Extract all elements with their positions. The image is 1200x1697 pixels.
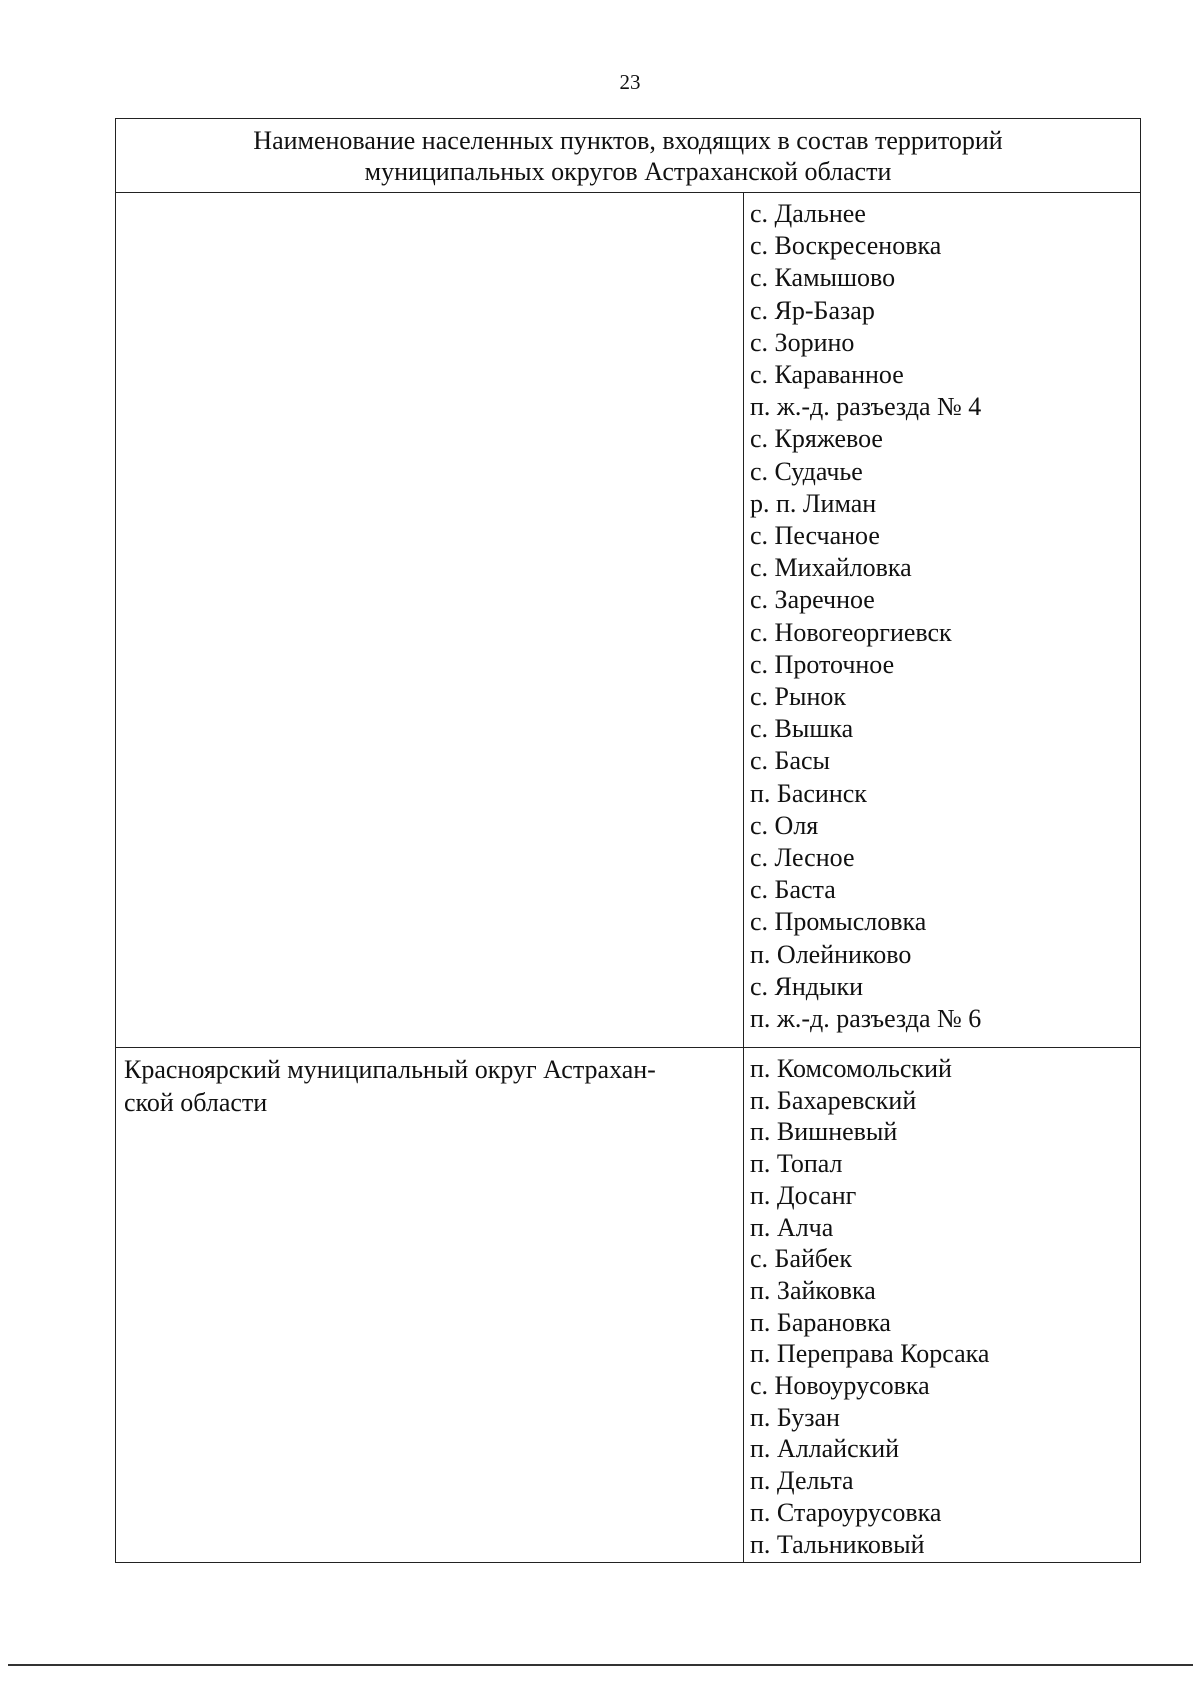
settlement-item: с. Басы: [750, 746, 831, 776]
district-name-line-1: Красноярский муниципальный округ Астрахан-: [124, 1055, 656, 1084]
page-number: 23: [619, 70, 641, 94]
settlement-item: п. Топал: [750, 1149, 843, 1179]
settlement-item: п. Басинск: [750, 778, 867, 808]
settlement-item: с. Михайловка: [750, 553, 912, 583]
settlement-item: п. Барановка: [750, 1307, 891, 1337]
settlement-item: с. Лесное: [750, 843, 855, 873]
settlement-item: п. ж.-д. разъезда № 4: [750, 392, 982, 422]
settlement-item: п. Комсомольский: [750, 1054, 952, 1083]
settlement-item: с. Яндыки: [750, 971, 864, 1001]
settlements-cell: [744, 1048, 1140, 1562]
settlement-item: п. ж.-д. разъезда № 6: [750, 1004, 982, 1034]
settlement-item: с. Промысловка: [750, 907, 927, 937]
settlement-item: п. Олейниково: [750, 939, 912, 969]
settlement-item: п. Вишневый: [750, 1117, 898, 1147]
settlement-item: с. Вышка: [750, 714, 854, 744]
settlement-item: с. Новоурусовка: [750, 1371, 930, 1401]
settlement-item: с. Заречное: [750, 585, 875, 615]
district-cell: [116, 193, 744, 1047]
settlement-item: с. Оля: [750, 810, 819, 840]
settlement-item: с. Байбек: [750, 1244, 852, 1274]
settlement-list: [750, 1053, 1140, 1560]
table-row: [116, 1048, 1140, 1562]
settlement-item: с. Судачье: [750, 456, 863, 486]
table-header: [116, 119, 1140, 193]
settlement-list: [750, 198, 1140, 1035]
settlement-item: п. Дельта: [750, 1466, 854, 1496]
settlement-item: п. Аллайский: [750, 1434, 900, 1464]
settlement-item: с. Яр-Базар: [750, 295, 875, 325]
settlement-item: р. п. Лиман: [750, 488, 877, 518]
settlement-item: п. Алча: [750, 1212, 834, 1242]
settlement-item: п. Бузан: [750, 1402, 840, 1432]
settlement-item: с. Караванное: [750, 360, 904, 390]
settlement-item: с. Проточное: [750, 649, 895, 679]
settlement-item: с. Воскресеновка: [750, 231, 942, 261]
settlement-item: п. Староурусовка: [750, 1497, 942, 1527]
settlement-item: с. Рынок: [750, 682, 847, 712]
footer-rule: [8, 1664, 1193, 1666]
settlement-item: с. Новогеоргиевск: [750, 617, 952, 647]
settlement-item: с. Зорино: [750, 327, 855, 357]
settlement-item: с. Кряжевое: [750, 424, 883, 454]
settlement-item: п. Зайковка: [750, 1275, 876, 1305]
settlement-item: п. Тальниковый: [750, 1529, 925, 1559]
district-name-line-2: ской области: [124, 1088, 268, 1117]
settlement-item: п. Переправа Корсака: [750, 1339, 990, 1369]
table-header-line-1: Наименование населенных пунктов, входящих в состав территорий: [253, 126, 1003, 155]
settlements-cell: [744, 193, 1140, 1047]
settlement-item: п. Бахаревский: [750, 1085, 917, 1115]
settlement-item: с. Песчаное: [750, 521, 880, 551]
district-cell: [116, 1048, 744, 1562]
settlement-item: п. Досанг: [750, 1180, 857, 1210]
table-header-line-2: муниципальных округов Астраханской области: [364, 157, 892, 186]
settlement-item: с. Дальнее: [750, 199, 866, 228]
table-row: [116, 193, 1140, 1048]
settlements-table: [115, 118, 1141, 1563]
settlement-item: с. Камышово: [750, 263, 896, 293]
settlement-item: с. Баста: [750, 875, 836, 905]
